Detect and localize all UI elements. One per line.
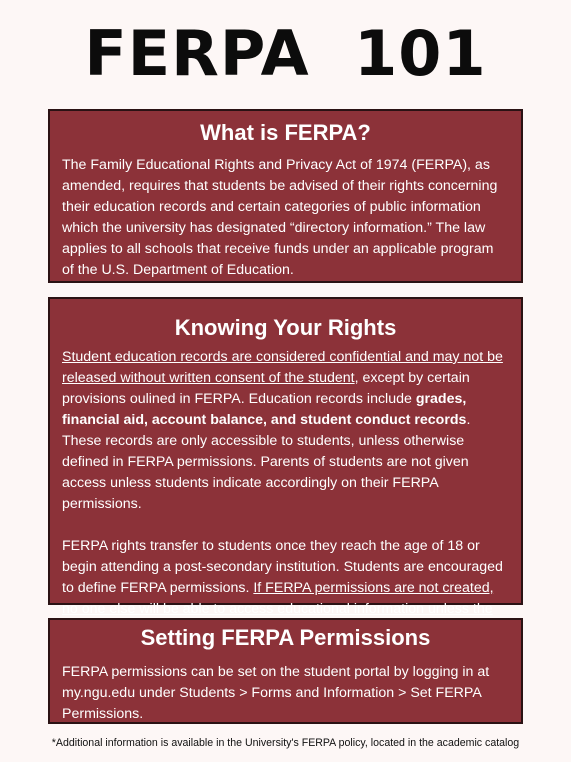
record-types: grades, financial aid, account balance, and student conduct records <box>62 391 467 428</box>
confidentiality-statement: Student education records are considered confidential and may not be released without written consent of the student <box>62 349 503 386</box>
rights-text: . These records are only accessible to students, unless otherwise defined in FERPA permissions. Parents of students are not given access unless students indicate accordingly on their FERPA permissions. <box>62 412 471 512</box>
rights-paragraph-1 <box>50 347 521 515</box>
section-body: The Family Educational Rights and Privacy Act of 1974 (FERPA), as amended, requires that students be advised of their rights concerning their education records and certain categories of public information which the university has designated “directory information.” The law applies to all schools that receive funds under an applicable program of the U.S. Department of Education. <box>62 157 498 278</box>
section-heading: What is FERPA? <box>200 120 371 145</box>
what-is-ferpa-section <box>48 109 523 283</box>
footnote: *Additional information is available in the University's FERPA policy, located in the academic catalog <box>51 737 520 749</box>
setting-permissions-section <box>48 618 523 724</box>
rights-text: , except by certain provisions oulined in FERPA. Education records include <box>62 370 470 407</box>
section-heading: Setting FERPA Permissions <box>140 625 431 650</box>
knowing-your-rights-section <box>48 297 523 617</box>
page-title: FERPA 101 <box>84 17 487 90</box>
section-body: FERPA permissions can be set on the student portal by logging in at my.ngu.edu under Students > Forms and Information > Set FERPA Permissions. <box>62 664 490 722</box>
access-warning: If FERPA permissions are not created, no one else will be able to access educational information unless the <box>62 580 494 617</box>
rights-text: FERPA rights transfer to students once they reach the age of 18 or begin attending a post-secondary institution. Students are encouraged to define FERPA permissions. <box>62 538 503 596</box>
paragraph-spacer <box>50 515 521 536</box>
section-heading: Knowing Your Rights <box>174 315 397 340</box>
